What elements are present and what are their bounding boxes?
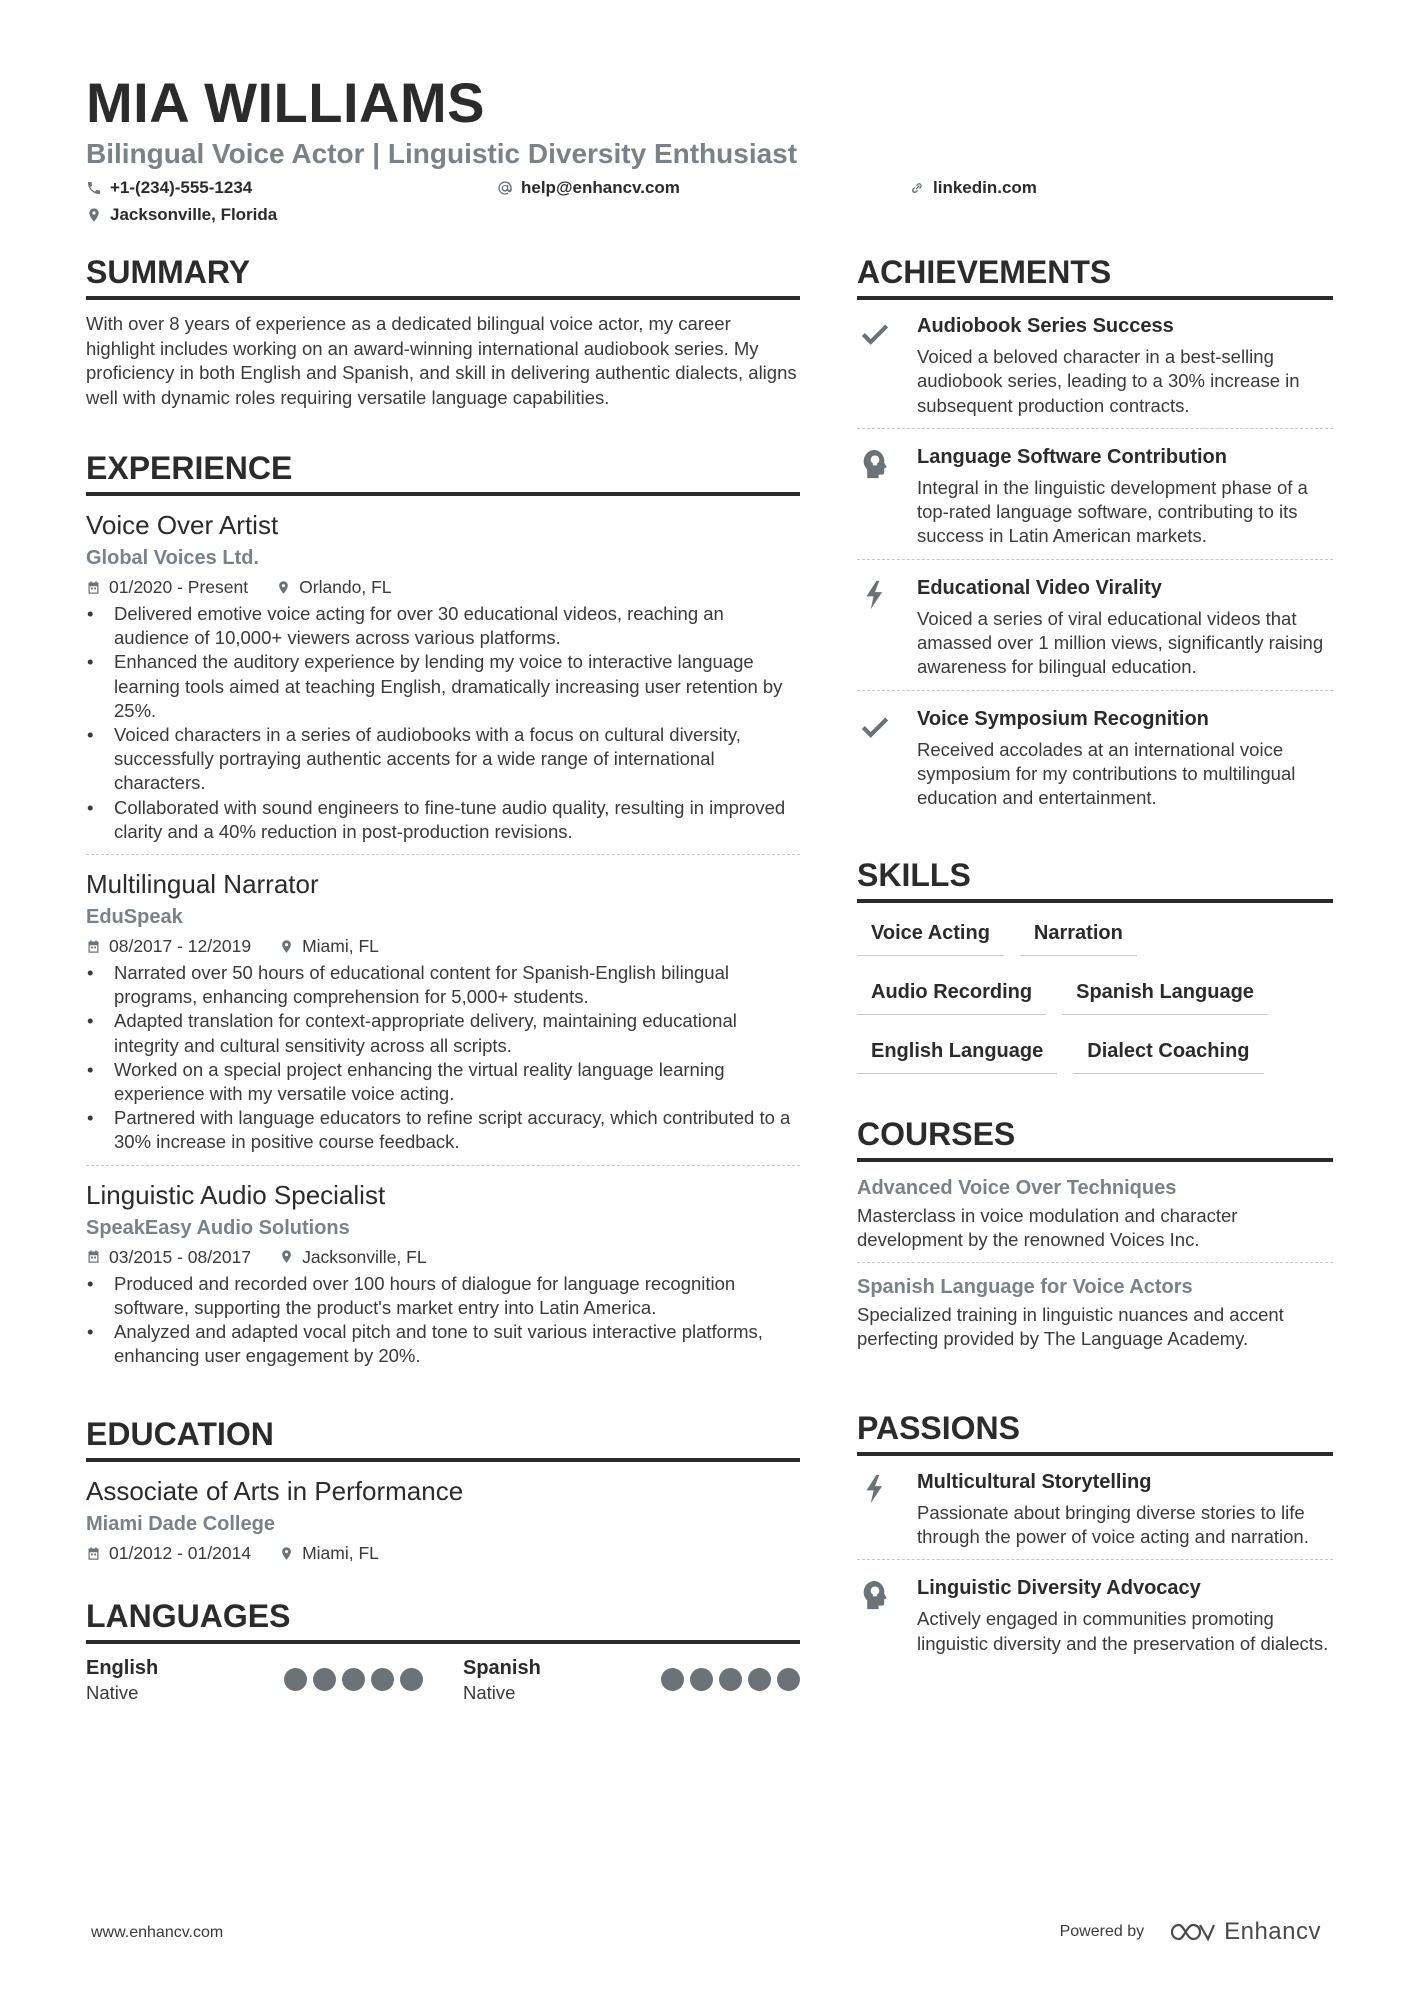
- job-dates: 01/2020 - Present: [109, 577, 249, 597]
- achievement-desc: Voiced a series of viral educational videos that amassed over 1 million views, significantly raising awareness for bilingual education.: [917, 607, 1324, 678]
- brand-name: Enhancv: [1224, 1918, 1321, 1945]
- job-location: Jacksonville, FL: [302, 1246, 427, 1267]
- languages-heading: LANGUAGES: [86, 1596, 800, 1644]
- proficiency-dot: [661, 1668, 684, 1691]
- achievement-title: Language Software Contribution: [917, 445, 1227, 468]
- skill-tag: Spanish Language: [1062, 974, 1268, 1015]
- location-pin-icon: [86, 207, 102, 223]
- location-pin-icon: [279, 939, 294, 954]
- course-item: [857, 1273, 1333, 1362]
- language-item: [463, 1656, 800, 1705]
- proficiency-dot: [777, 1668, 800, 1691]
- job-bullets: [86, 602, 800, 844]
- achievement-desc: Received accolades at an international voice symposium for my contributions to multilingual education and entertainment.: [917, 738, 1296, 809]
- proficiency-dot: [690, 1668, 713, 1691]
- phone-text: +1-(234)-555-1234: [110, 178, 253, 197]
- achievement-title: Voice Symposium Recognition: [917, 707, 1209, 730]
- education-meta: [86, 1540, 800, 1566]
- job-company: Global Voices Ltd.: [86, 547, 259, 569]
- lightning-icon: [858, 578, 892, 612]
- skill-tag: Audio Recording: [857, 974, 1046, 1015]
- skill-tag: English Language: [857, 1033, 1057, 1074]
- location-text: Jacksonville, Florida: [110, 205, 278, 224]
- course-desc: Masterclass in voice modulation and character development by the renowned Voices Inc.: [857, 1204, 1238, 1250]
- proficiency-dot: [719, 1668, 742, 1691]
- bullet-item: • Narrated over 50 hours of educational content for Spanish-English bilingual programs, enhancing comprehension for 5,000+ students.: [86, 961, 800, 1009]
- achievement-item: [857, 312, 1333, 429]
- experience-entry: [86, 508, 800, 855]
- job-meta: [86, 933, 800, 959]
- lightning-icon: [858, 1472, 892, 1506]
- contact-linkedin[interactable]: [909, 176, 1037, 200]
- bullet-item: • Worked on a special project enhancing the virtual reality language learning experience with my versatile voice acting.: [86, 1058, 800, 1106]
- location-pin-icon: [279, 1546, 294, 1561]
- job-role: Linguistic Audio Specialist: [86, 1179, 386, 1210]
- passion-title: Linguistic Diversity Advocacy: [917, 1577, 1201, 1600]
- courses-section: [857, 1114, 1333, 1362]
- powered-by-label: Powered by: [1059, 1923, 1145, 1940]
- bullet-item: • Collaborated with sound engineers to fine-tune audio quality, resulting in improved clarity and a 40% reduction in post-production revisions.: [86, 796, 800, 844]
- email-text: help@enhancv.com: [521, 178, 680, 197]
- link-icon: [909, 180, 925, 196]
- left-column: [86, 252, 800, 1743]
- bullet-item: • Produced and recorded over 100 hours of dialogue for language recognition software, supporting the product's market entry into Latin America.: [86, 1272, 800, 1320]
- contact-phone: [86, 176, 252, 200]
- job-bullets: [86, 1272, 800, 1369]
- linkedin-text: linkedin.com: [933, 178, 1037, 197]
- passions-section: [857, 1408, 1333, 1666]
- job-role: Multilingual Narrator: [86, 869, 319, 900]
- language-name: Spanish: [463, 1657, 541, 1680]
- candidate-name: MIA WILLIAMS: [86, 71, 485, 134]
- head-idea-icon: [858, 1578, 892, 1612]
- proficiency-dot: [284, 1668, 307, 1691]
- language-name: English: [86, 1657, 159, 1680]
- skill-tag: Voice Acting: [857, 915, 1004, 956]
- bullet-item: • Enhanced the auditory experience by lending my voice to interactive language learning tools aimed at teaching English, dramatically increasing user retention by 25%.: [86, 650, 800, 723]
- languages-section: [86, 1596, 800, 1705]
- contact-email[interactable]: [497, 176, 680, 200]
- school-name: Miami Dade College: [86, 1513, 275, 1536]
- education-section: [86, 1414, 800, 1566]
- enhancv-logo-icon: [1168, 1920, 1216, 1944]
- education-location: Miami, FL: [302, 1543, 379, 1564]
- job-company: EduSpeak: [86, 906, 183, 929]
- course-title: Advanced Voice Over Techniques: [857, 1176, 1177, 1199]
- job-company: SpeakEasy Audio Solutions: [86, 1216, 350, 1239]
- bullet-item: • Partnered with language educators to refine script accuracy, which contributed to a 30% increase in positive course feedback.: [86, 1106, 800, 1154]
- experience-entry: [86, 867, 800, 1166]
- passions-heading: PASSIONS: [857, 1408, 1333, 1456]
- contact-location: [86, 203, 277, 227]
- passion-desc: Actively engaged in communities promoting linguistic diversity and the preservation of dialects.: [917, 1608, 1329, 1654]
- resume-header: [86, 72, 1336, 234]
- proficiency-dot: [342, 1668, 365, 1691]
- candidate-title: Bilingual Voice Actor | Linguistic Diversity Enthusiast: [86, 138, 798, 169]
- job-location: Orlando, FL: [299, 577, 392, 597]
- check-icon: [858, 709, 892, 743]
- page-footer: [91, 1918, 1321, 1948]
- course-title: Spanish Language for Voice Actors: [857, 1276, 1193, 1299]
- passion-item: [857, 1560, 1333, 1666]
- education-heading: EDUCATION: [86, 1414, 800, 1462]
- achievements-heading: ACHIEVEMENTS: [857, 252, 1333, 300]
- bullet-item: • Adapted translation for context-appropriate delivery, maintaining educational integrity and cultural sensitivity across all scripts.: [86, 1009, 800, 1057]
- job-meta: [86, 1244, 800, 1270]
- calendar-icon: [86, 1249, 101, 1264]
- achievement-desc: Voiced a beloved character in a best-selling audiobook series, leading to a 30% increase in subsequent production contracts.: [917, 346, 1300, 416]
- education-dates: 01/2012 - 01/2014: [109, 1543, 252, 1564]
- check-icon: [858, 316, 892, 350]
- achievement-title: Audiobook Series Success: [917, 315, 1174, 337]
- bullet-item: • Analyzed and adapted vocal pitch and tone to suit various interactive platforms, enhancing user engagement by 20%.: [86, 1320, 800, 1368]
- skill-tag: Narration: [1020, 915, 1137, 956]
- bullet-item: • Delivered emotive voice acting for over 30 educational videos, reaching an audience of 10,000+ viewers across various platforms.: [86, 602, 800, 650]
- job-location: Miami, FL: [302, 936, 379, 957]
- skills-section: [857, 855, 1333, 1074]
- job-dates: 08/2017 - 12/2019: [109, 936, 252, 957]
- passion-desc: Passionate about bringing diverse stories to life through the power of voice acting and narration.: [917, 1501, 1309, 1548]
- degree-name: Associate of Arts in Performance: [86, 1476, 464, 1507]
- footer-website[interactable]: www.enhancv.com: [91, 1924, 224, 1941]
- summary-heading: SUMMARY: [86, 252, 800, 300]
- language-level: Native: [463, 1682, 516, 1704]
- calendar-icon: [86, 939, 101, 954]
- achievement-item: [857, 429, 1333, 560]
- contact-info: [86, 176, 1336, 234]
- job-bullets: [86, 961, 800, 1155]
- languages-list: [86, 1656, 800, 1705]
- calendar-icon: [86, 580, 101, 595]
- head-idea-icon: [858, 447, 892, 481]
- skills-list: [857, 915, 1333, 1074]
- location-pin-icon: [279, 1249, 294, 1264]
- proficiency-dot: [371, 1668, 394, 1691]
- language-item: [86, 1656, 423, 1705]
- job-dates: 03/2015 - 08/2017: [109, 1246, 252, 1267]
- experience-entry: [86, 1178, 800, 1379]
- location-pin-icon: [276, 580, 291, 595]
- experience-heading: EXPERIENCE: [86, 448, 800, 496]
- proficiency-dot: [400, 1668, 423, 1691]
- skill-tag: Dialect Coaching: [1073, 1033, 1263, 1074]
- enhancv-logo[interactable]: [1168, 1918, 1321, 1946]
- phone-icon: [86, 180, 102, 196]
- achievement-item: [857, 691, 1333, 821]
- proficiency-dots: [284, 1668, 423, 1691]
- proficiency-dots: [661, 1668, 800, 1691]
- job-role: Voice Over Artist: [86, 510, 279, 540]
- course-item: [857, 1174, 1333, 1264]
- skills-heading: SKILLS: [857, 855, 1333, 903]
- language-level: Native: [86, 1682, 139, 1704]
- proficiency-dot: [748, 1668, 771, 1691]
- achievement-title: Educational Video Virality: [917, 576, 1162, 599]
- bullet-item: • Voiced characters in a series of audiobooks with a focus on cultural diversity, successfully portraying authentic accents for a wide range of international characters.: [86, 723, 800, 796]
- footer-branding: [1060, 1918, 1321, 1946]
- passion-title: Multicultural Storytelling: [917, 1470, 1152, 1493]
- achievement-desc: Integral in the linguistic development phase of a top-rated language software, contributing to its success in Latin American markets.: [917, 476, 1308, 547]
- at-icon: [497, 180, 513, 196]
- experience-section: [86, 448, 800, 1378]
- summary-text: With over 8 years of experience as a dedicated bilingual voice actor, my career highlight includes working on an award-winning international audiobook series. My proficiency in both English and Spanish, and skill in delivering authentic dialects, aligns well with dynamic roles requiring versatile language capabilities.: [86, 313, 797, 408]
- proficiency-dot: [313, 1668, 336, 1691]
- right-column: [857, 252, 1333, 1704]
- calendar-icon: [86, 1546, 101, 1561]
- achievements-section: [857, 252, 1333, 821]
- course-desc: Specialized training in linguistic nuances and accent perfecting provided by The Language Academy.: [857, 1304, 1284, 1350]
- achievement-item: [857, 560, 1333, 691]
- passion-item: [857, 1468, 1333, 1561]
- summary-section: [86, 252, 800, 410]
- courses-heading: COURSES: [857, 1114, 1333, 1162]
- job-meta: [86, 574, 800, 600]
